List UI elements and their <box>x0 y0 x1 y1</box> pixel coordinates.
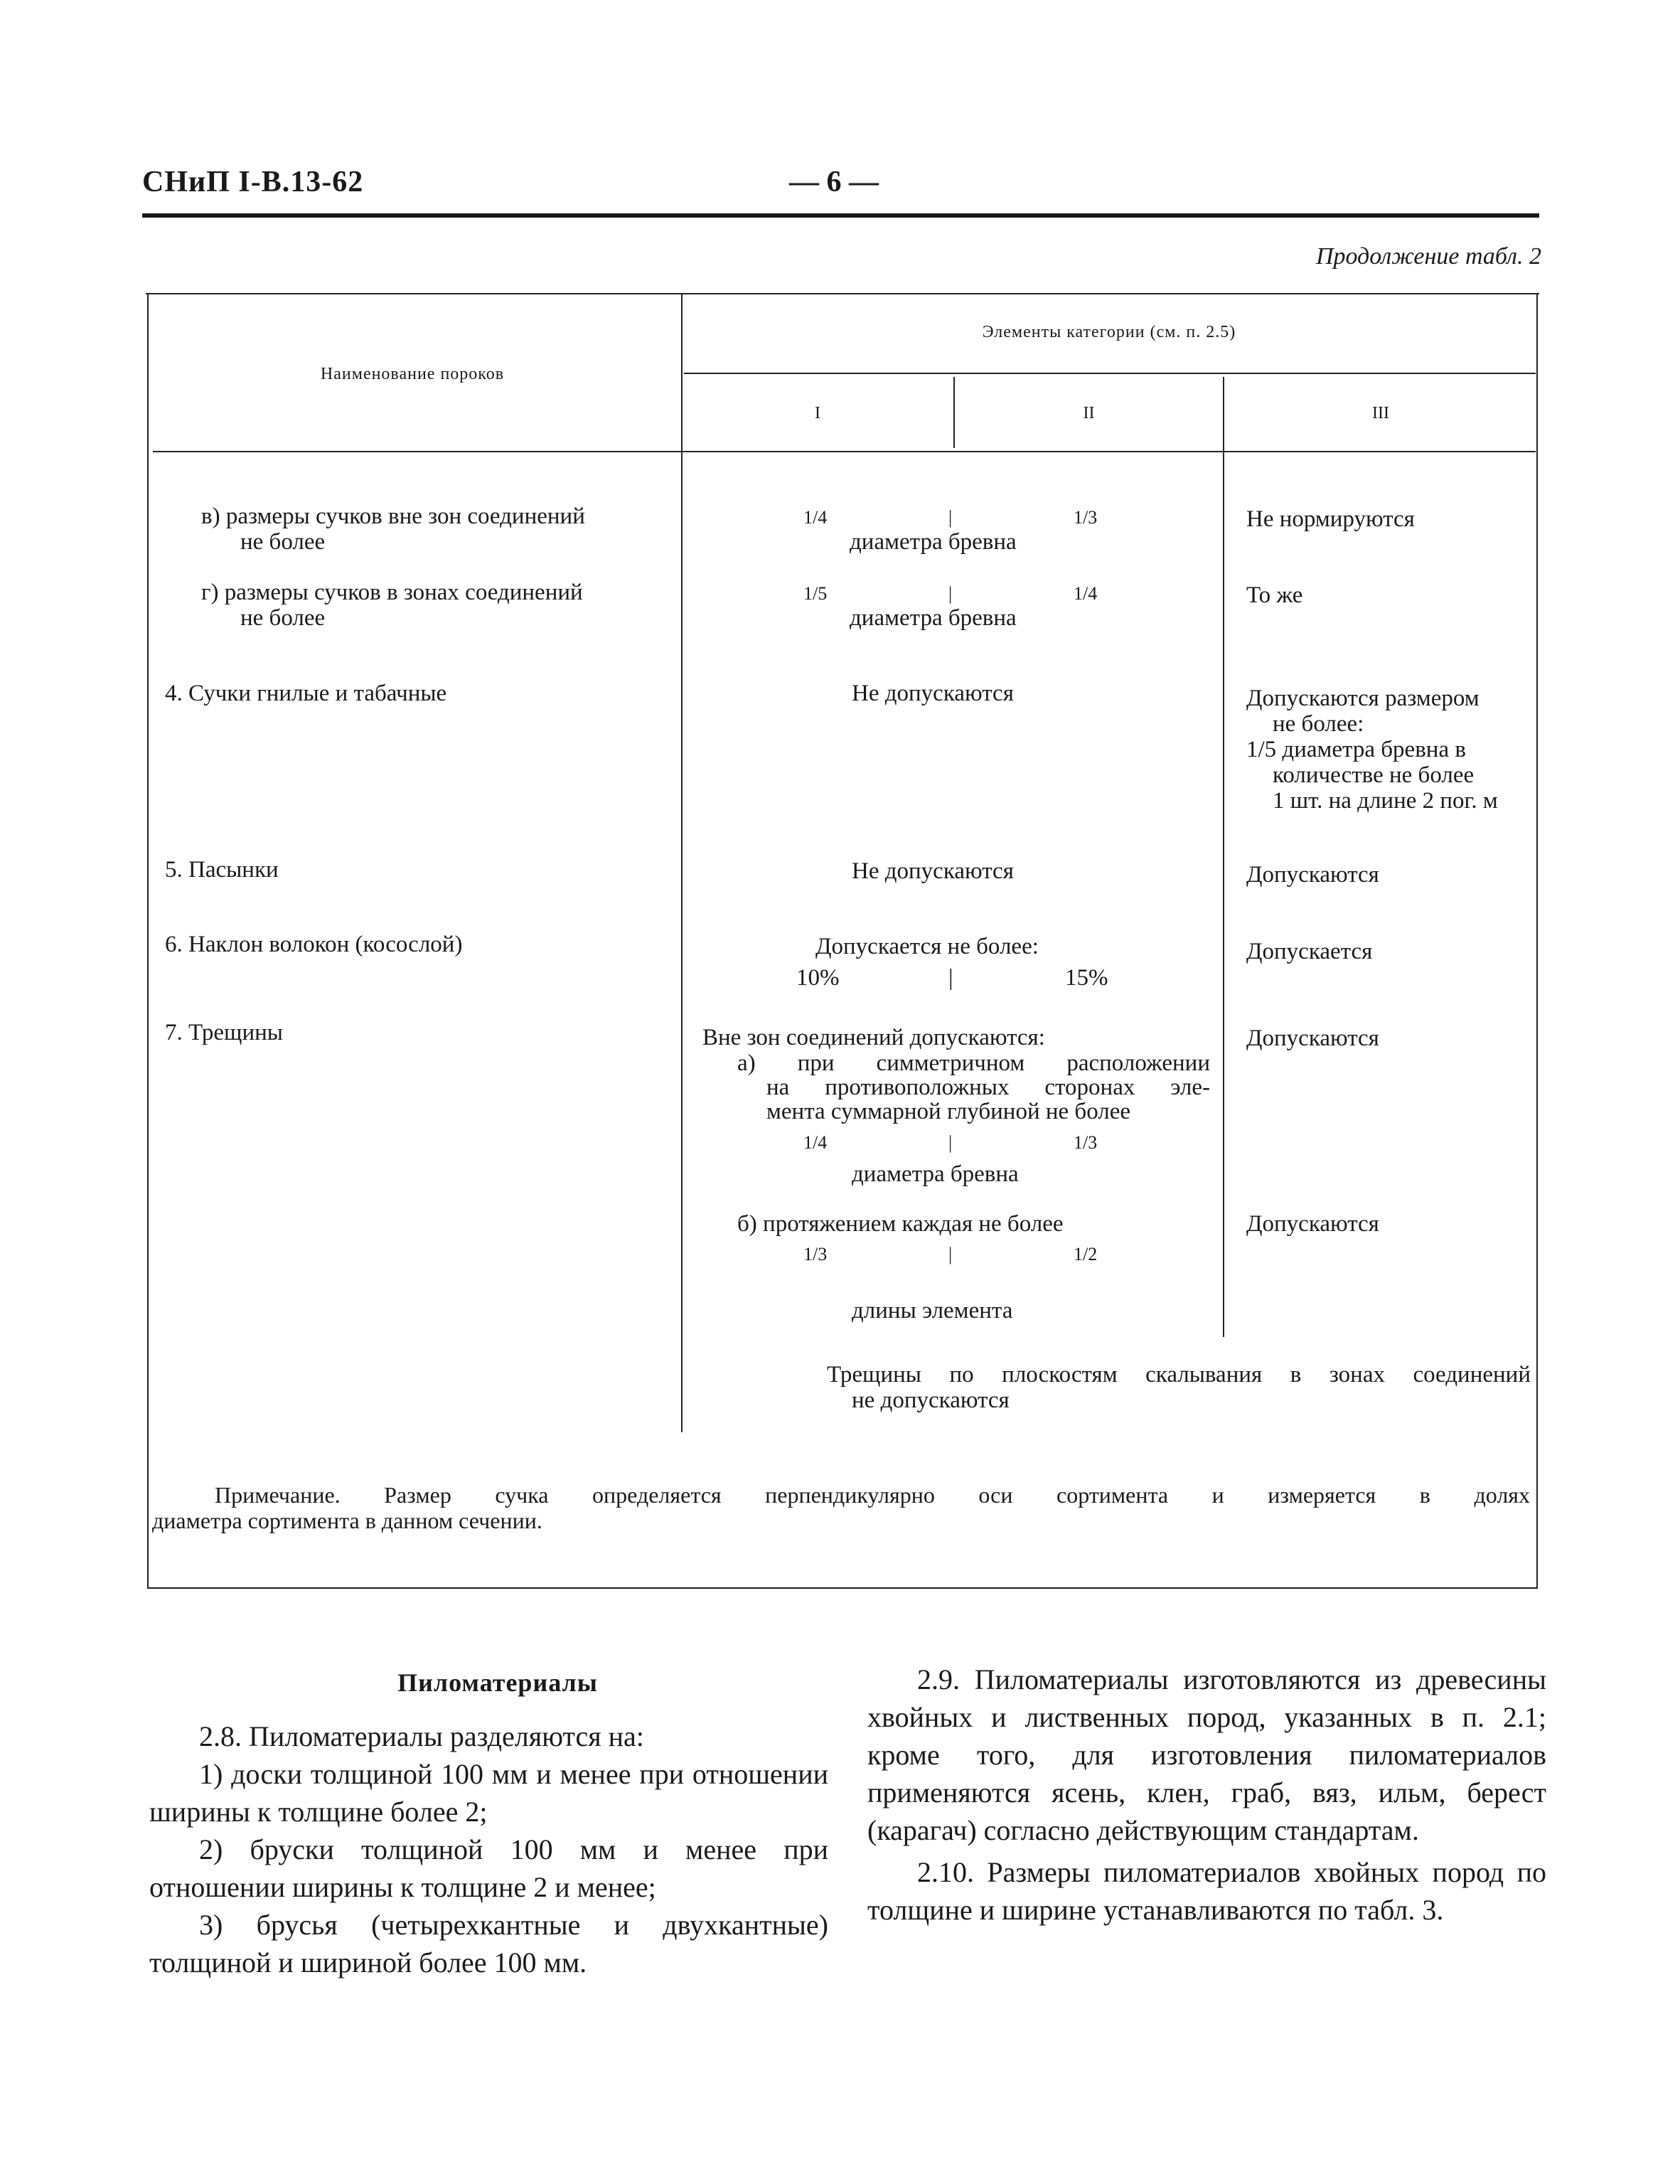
row-7-a-cat-iii: Допускаются <box>1246 1026 1379 1051</box>
paragraph-2-9: 2.9. Пиломатериалы изготовляются из древесины хвойных и лиственных пород, указанных в п. 2.1; кроме того, для изготовления пиломатериалов применяются ясень, клен, граб, вяз, ильм, берест (карагач) согласно действующим стандартам. <box>867 1663 1546 1846</box>
table-note: Примечание. Размер сучка определяется перпендикулярно оси сортимента и измеряется в долях <box>215 1482 1530 1508</box>
row-4-cat-iii-line2: не более: <box>1273 711 1364 737</box>
row-7-b-frac-i: 1/3 <box>803 1244 828 1264</box>
row-g-frac-ii: 1/4 <box>1074 583 1098 604</box>
row-7-a-line2: на противоположных сторонах эле- <box>766 1075 1210 1100</box>
row-7-shear-line1: Трещины по плоскостям скалывания в зонах соединений <box>827 1362 1531 1387</box>
row-7-b-unit: длины элемента <box>852 1298 1013 1323</box>
header-rule <box>142 213 1539 218</box>
column-header-defect-name: Наименование пороков <box>320 365 505 383</box>
row-4-cat-iii-line4: количестве не более <box>1273 762 1475 788</box>
right-column <box>867 1661 1546 1929</box>
row-5-cat-iii: Допускаются <box>1246 862 1379 888</box>
row-7-a-line1: а) при симметричном расположении <box>737 1050 1210 1076</box>
row-7-shear-line2: не допускаются <box>852 1387 1010 1413</box>
document-code: СНиП I-В.13-62 <box>142 166 364 198</box>
table-col-divider-ii-iii <box>1223 377 1224 1337</box>
paragraph-2-8-item-1: 1) доски толщиной 100 мм и менее при отношении ширины к толщине более 2; <box>149 1758 828 1828</box>
row-5-cat-i-ii: Не допускаются <box>852 858 1014 884</box>
row-6-cat-iii: Допускается <box>1246 939 1373 964</box>
row-g-name-cont: не более <box>240 605 326 631</box>
row-7-b-frac-ii: 1/2 <box>1074 1244 1098 1264</box>
row-g-separator: | <box>948 583 953 604</box>
row-v-frac-i: 1/4 <box>803 507 828 528</box>
row-7-a-separator: | <box>948 1132 953 1153</box>
row-4-cat-iii-line5: 1 шт. на длине 2 пог. м <box>1273 788 1498 814</box>
paragraph-2-8: 2.8. Пиломатериалы разделяются на: <box>199 1720 644 1752</box>
row-7-b-cat-iii: Допускаются <box>1246 1211 1379 1237</box>
row-7-b-separator: | <box>948 1244 953 1264</box>
column-header-cat-i: I <box>815 404 820 422</box>
table-note-cont: диаметра сортимента в данном сечении. <box>152 1508 542 1533</box>
row-7-a-frac-i: 1/4 <box>803 1132 828 1153</box>
row-v-unit: диаметра бревна <box>850 529 1017 555</box>
row-5-name: 5. Пасынки <box>165 857 279 883</box>
table-top-rule <box>146 293 1539 294</box>
table-continuation-label: Продолжение табл. 2 <box>1315 243 1541 270</box>
table-col-divider-name <box>681 294 683 1432</box>
row-6-cat-ii: 15% <box>1065 965 1108 991</box>
row-7-a-unit: диаметра бревна <box>852 1161 1019 1187</box>
row-7-b-line1: б) протяжением каждая не более <box>737 1211 1064 1237</box>
row-v-frac-ii: 1/3 <box>1074 507 1098 528</box>
row-7-a-line3: мента суммарной глубиной не более <box>766 1099 1131 1124</box>
table-group-rule <box>684 373 1536 374</box>
row-7-intro: Вне зон соединений допускаются: <box>702 1025 1045 1050</box>
page-number: — 6 — <box>789 166 879 198</box>
paragraph-2-8-item-2: 2) бруски толщиной 100 мм и менее при отношении ширины к толщине 2 и менее; <box>149 1833 828 1903</box>
row-7-a-frac-ii: 1/3 <box>1074 1132 1098 1153</box>
left-column <box>149 1717 828 1981</box>
column-header-cat-iii: III <box>1372 404 1389 422</box>
row-v-name: в) размеры сучков вне зон соединений <box>201 504 585 529</box>
row-g-unit: диаметра бревна <box>850 605 1017 631</box>
column-header-cat-ii: II <box>1083 404 1095 422</box>
row-v-separator: | <box>948 507 953 528</box>
row-6-name: 6. Наклон волокон (косослой) <box>165 932 463 957</box>
row-4-cat-iii-line1: Допускаются размером <box>1246 686 1480 711</box>
table-bottom-rule <box>147 1587 1538 1589</box>
row-g-frac-i: 1/5 <box>803 583 828 604</box>
paragraph-2-8-item-3: 3) брусья (четырехкантные и двухкантные) толщиной и шириной более 100 мм. <box>149 1909 828 1978</box>
row-6-cat-i-ii: Допускается не более: <box>815 934 1039 959</box>
row-v-cat-iii: Не нормируются <box>1246 506 1415 532</box>
table-right-border <box>1536 294 1538 1589</box>
column-header-categories: Элементы категории (см. п. 2.5) <box>982 323 1236 341</box>
paragraph-2-10: 2.10. Размеры пиломатериалов хвойных пород по толщине и ширине устанавливаются по табл. 3. <box>867 1856 1546 1926</box>
table-header-rule <box>153 451 1536 452</box>
section-title: Пиломатериалы <box>397 1668 598 1697</box>
row-6-cat-i: 10% <box>796 965 840 991</box>
row-4-cat-iii-line3: 1/5 диаметра бревна в <box>1246 737 1466 762</box>
row-6-separator: | <box>948 965 953 991</box>
row-g-name: г) размеры сучков в зонах соединений <box>201 580 583 605</box>
row-4-name: 4. Сучки гнилые и табачные <box>165 681 447 706</box>
row-g-cat-iii: То же <box>1246 582 1303 608</box>
row-4-cat-i-ii: Не допускаются <box>852 681 1014 706</box>
row-7-name: 7. Трещины <box>165 1020 283 1045</box>
row-v-name-cont: не более <box>240 529 326 555</box>
table-left-border <box>147 294 149 1589</box>
